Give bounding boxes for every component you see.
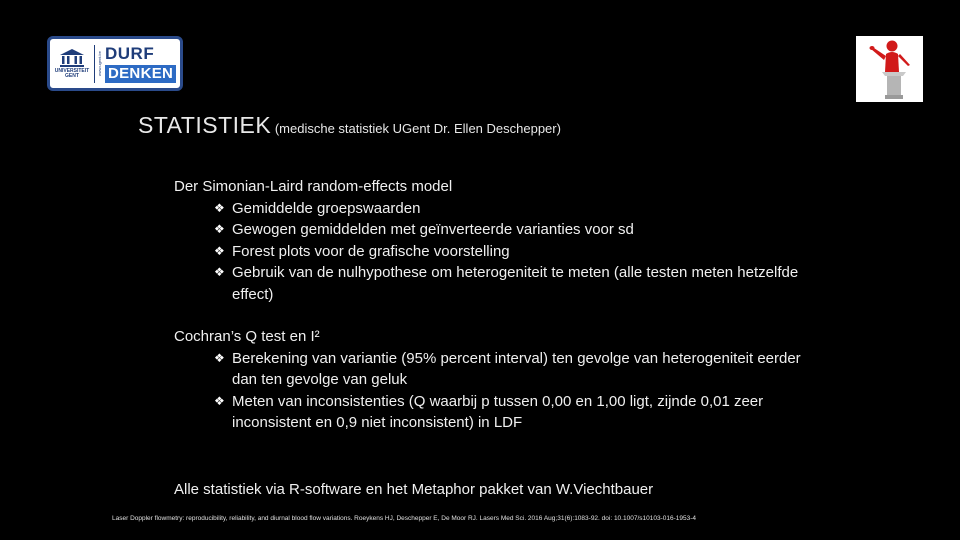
list-item: [214, 241, 814, 263]
bullet-list-simonian-laird: [174, 198, 814, 306]
list-item: [214, 391, 814, 434]
diamond-bullet-icon: ❖: [214, 350, 225, 365]
spacer: [174, 305, 814, 326]
university-name: UNIVERSITEIT GENT: [54, 68, 90, 79]
diamond-bullet-icon: ❖: [214, 222, 225, 236]
university-building-icon: [59, 48, 85, 68]
bullet-text: Gemiddelde groepswaarden: [232, 199, 421, 217]
footnote-citation: Laser Doppler flowmetry: reproducibility, reliability, and diurnal blood flow variations. Roeykens HJ, Deschepper E, De Moor RJ. Lasers Med Sci. 2016 Aug;31(6):1083-92. doi: 10.1007/s10103-016-1953-4: [112, 515, 696, 522]
bullet-text: Meten van inconsistenties (Q waarbij p tussen 0,00 en 1,00 ligt, zijnde 0,01 zeer inconsistent en 0,9 niet inconsistent) in LDF: [232, 392, 764, 431]
logo-side-text: www.ugent.be: [96, 50, 102, 77]
diamond-bullet-icon: ❖: [214, 200, 225, 215]
logo-wordmark: [103, 45, 180, 83]
closing-statement: Alle statistiek via R-software en het Metaphor pakket van W.Viechtbauer: [174, 480, 654, 498]
list-item: [214, 219, 814, 241]
university-emblem: [50, 39, 94, 88]
list-item: [214, 262, 814, 305]
diamond-bullet-icon: ❖: [214, 393, 225, 408]
slide-content: [174, 176, 814, 500]
spacer: [174, 434, 814, 479]
title-subtitle: (medische statistiek UGent Dr. Ellen Deschepper): [271, 121, 561, 136]
list-item: [214, 348, 814, 391]
ugent-durf-denken-logo: [47, 36, 183, 91]
title-main: STATISTIEK: [138, 112, 272, 138]
bullet-text: Gewogen gemiddelden met geïnverteerde varianties voor sd: [232, 221, 634, 238]
list-item: [214, 198, 814, 220]
slide-title: [138, 112, 561, 139]
bullet-text: Forest plots voor de grafische voorstelling: [232, 242, 510, 260]
diamond-bullet-icon: ❖: [214, 265, 225, 279]
diamond-bullet-icon: ❖: [214, 243, 225, 258]
presenter-at-podium-icon: [856, 36, 923, 102]
section-heading-cochran: Cochran’s Q test en I²: [174, 328, 320, 345]
section-heading-simonian-laird: Der Simonian-Laird random-effects model: [174, 178, 453, 195]
logo-word-durf: DURF: [105, 43, 155, 63]
logo-side-text-wrap: [95, 45, 103, 83]
bullet-text: Gebruik van de nulhypothese om heterogeniteit te meten (alle testen meten hetzelfde effect): [232, 264, 799, 303]
bullet-list-cochran: [174, 348, 814, 434]
bullet-text: Berekening van variantie (95% percent interval) ten gevolge van heterogeniteit eerder dan ten gevolge van geluk: [232, 349, 801, 388]
logo-word-denken: DENKEN: [105, 65, 176, 83]
